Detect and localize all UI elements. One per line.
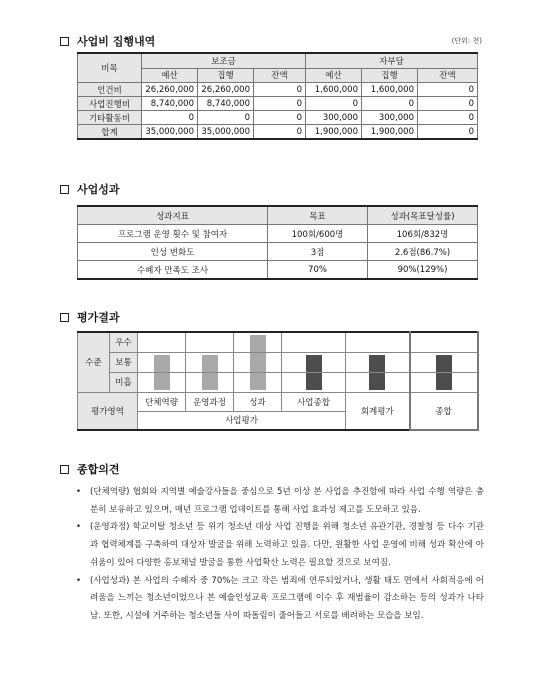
budget-subheader: 예산 xyxy=(142,68,198,83)
eval-cell xyxy=(346,332,410,352)
eval-bar xyxy=(250,373,266,390)
eval-category: 성과 xyxy=(234,392,282,411)
evaluation-title: 평가결과 xyxy=(77,311,120,324)
eval-cell xyxy=(346,372,410,392)
eval-cell xyxy=(234,352,282,372)
eval-bar xyxy=(154,355,170,372)
perf-result: 2.6점(86.7%) xyxy=(368,243,478,261)
budget-cell: 26,260,000 xyxy=(142,83,198,97)
perf-target: 70% xyxy=(268,261,368,280)
evaluation-table xyxy=(77,331,479,431)
checkbox-icon xyxy=(60,465,69,474)
budget-header-item: 비목 xyxy=(78,53,142,83)
eval-bar xyxy=(250,335,266,352)
opinion-section-title xyxy=(60,461,120,477)
eval-cell xyxy=(186,352,234,372)
eval-cell xyxy=(410,352,478,372)
eval-cell xyxy=(346,352,410,372)
budget-subheader: 예산 xyxy=(306,68,362,83)
eval-cell xyxy=(282,352,346,372)
eval-bar xyxy=(154,373,170,390)
budget-header-subsidy: 보조금 xyxy=(142,53,306,68)
eval-area-label: 평가영역 xyxy=(78,392,138,430)
budget-row-name: 인건비 xyxy=(78,83,142,97)
budget-title: 사업비 집행내역 xyxy=(77,35,156,48)
table-row xyxy=(78,83,478,97)
eval-cell xyxy=(282,332,346,352)
eval-cell xyxy=(410,332,478,352)
budget-cell: 0 xyxy=(306,97,362,111)
budget-cell: 0 xyxy=(254,83,306,97)
perf-indicator: 인성 변화도 xyxy=(78,243,268,261)
eval-level: 우수 xyxy=(110,332,138,352)
eval-bar xyxy=(436,355,452,372)
eval-cell xyxy=(234,372,282,392)
budget-subheader: 집행 xyxy=(362,68,418,83)
budget-subheader: 집행 xyxy=(198,68,254,83)
budget-cell: 0 xyxy=(254,97,306,111)
budget-table xyxy=(77,52,478,140)
budget-cell: 8,740,000 xyxy=(198,97,254,111)
budget-cell: 0 xyxy=(418,97,478,111)
eval-bar xyxy=(369,373,385,390)
budget-cell: 1,900,000 xyxy=(362,125,418,140)
eval-cell xyxy=(138,332,186,352)
eval-cell xyxy=(234,332,282,352)
perf-indicator: 수혜자 만족도 조사 xyxy=(78,261,268,280)
eval-cell xyxy=(138,372,186,392)
table-row xyxy=(78,225,478,243)
eval-category: 사업종합 xyxy=(282,392,346,411)
eval-cell xyxy=(138,352,186,372)
eval-cell xyxy=(186,332,234,352)
eval-cell xyxy=(186,372,234,392)
table-row-total xyxy=(78,125,478,140)
eval-cell xyxy=(282,372,346,392)
eval-level: 보통 xyxy=(110,352,138,372)
opinion-item: • (단체역량) 협회와 지역별 예술강사들을 중심으로 5년 이상 본 사업을 추진함에 따라 사업 수행 역량은 충분히 보유하고 있으며, 매년 프로그램 업데이트를 통해 사업 효과성 제고를 도모하고 있음. xyxy=(74,484,484,519)
eval-category: 운영과정 xyxy=(186,392,234,411)
opinion-list xyxy=(74,484,484,626)
budget-row-name: 사업진행비 xyxy=(78,97,142,111)
table-row xyxy=(78,97,478,111)
budget-cell: 0 xyxy=(418,83,478,97)
budget-cell: 300,000 xyxy=(306,111,362,125)
eval-cell xyxy=(410,372,478,392)
performance-table xyxy=(77,205,478,280)
evaluation-section-title xyxy=(60,309,120,325)
table-row xyxy=(78,261,478,280)
perf-header: 성과지표 xyxy=(78,206,268,225)
budget-cell: 0 xyxy=(254,111,306,125)
opinion-title: 종합의견 xyxy=(77,463,120,476)
budget-unit: (단위: 천) xyxy=(451,37,482,45)
opinion-item: • (사업성과) 본 사업의 수혜자 중 70%는 크고 작은 범죄에 연루되었거나, 생활 태도 면에서 사회적응에 어려움을 느끼는 청소년이었으나 본 예술인성교육 프로그램에 이수 후 재범율이 감소하는 등의 성과가 나타남. 또한, 시설에 거주하는 청소년들 사이 따돌림이 줄어들고 서로를 배려하는 모습을 보임. xyxy=(74,573,484,626)
eval-category: 회계평가 xyxy=(346,392,410,430)
table-row xyxy=(78,111,478,125)
budget-cell: 0 xyxy=(142,111,198,125)
eval-level-label: 수준 xyxy=(78,332,110,392)
budget-cell: 0 xyxy=(362,97,418,111)
budget-cell: 35,000,000 xyxy=(142,125,198,140)
budget-cell: 0 xyxy=(418,111,478,125)
table-row xyxy=(78,243,478,261)
budget-cell: 1,600,000 xyxy=(362,83,418,97)
eval-level: 미흡 xyxy=(110,372,138,392)
perf-result: 90%(129%) xyxy=(368,261,478,280)
budget-header-self: 자부담 xyxy=(306,53,478,68)
eval-bar xyxy=(202,355,218,372)
perf-indicator: 프로그램 운영 횟수 및 참여자 xyxy=(78,225,268,243)
eval-bar xyxy=(306,373,322,390)
budget-cell: 35,000,000 xyxy=(198,125,254,140)
checkbox-icon xyxy=(60,185,69,194)
eval-bar xyxy=(306,355,322,372)
checkbox-icon xyxy=(60,37,69,46)
eval-bar xyxy=(369,355,385,372)
budget-cell: 0 xyxy=(418,125,478,140)
budget-cell: 26,260,000 xyxy=(198,83,254,97)
budget-row-name: 합계 xyxy=(78,125,142,140)
performance-section-title xyxy=(60,181,120,197)
perf-header: 목표 xyxy=(268,206,368,225)
budget-subheader: 잔액 xyxy=(418,68,478,83)
perf-target: 100회/600명 xyxy=(268,225,368,243)
budget-cell: 0 xyxy=(254,125,306,140)
eval-business-label: 사업평가 xyxy=(138,411,346,430)
budget-cell: 0 xyxy=(198,111,254,125)
eval-category: 단체역량 xyxy=(138,392,186,411)
budget-cell: 1,600,000 xyxy=(306,83,362,97)
eval-category: 종합 xyxy=(410,392,478,430)
budget-cell: 1,900,000 xyxy=(306,125,362,140)
eval-bar xyxy=(436,373,452,390)
budget-cell: 300,000 xyxy=(362,111,418,125)
performance-title: 사업성과 xyxy=(77,183,120,196)
budget-subheader: 잔액 xyxy=(254,68,306,83)
checkbox-icon xyxy=(60,313,69,322)
perf-header: 성과(목표달성률) xyxy=(368,206,478,225)
perf-result: 106회/832명 xyxy=(368,225,478,243)
budget-section-title xyxy=(60,33,155,49)
perf-target: 3점 xyxy=(268,243,368,261)
eval-bar xyxy=(202,373,218,390)
eval-bar xyxy=(250,353,266,372)
opinion-item: • (운영과정) 학교이탈 청소년 등 위기 청소년 대상 사업 진행을 위해 청소년 유관기관, 경찰청 등 다수 기관과 협력체계를 구축하여 대상자 발굴을 위해 노력하고 있음. 다만, 원활한 사업 운영에 비해 성과 확산에 아쉬움이 있어 다양한 홍보채널 발굴을 통한 사업확산 노력은 필요할 것으로 보여짐. xyxy=(74,519,484,572)
budget-row-name: 기타활동비 xyxy=(78,111,142,125)
budget-cell: 8,740,000 xyxy=(142,97,198,111)
